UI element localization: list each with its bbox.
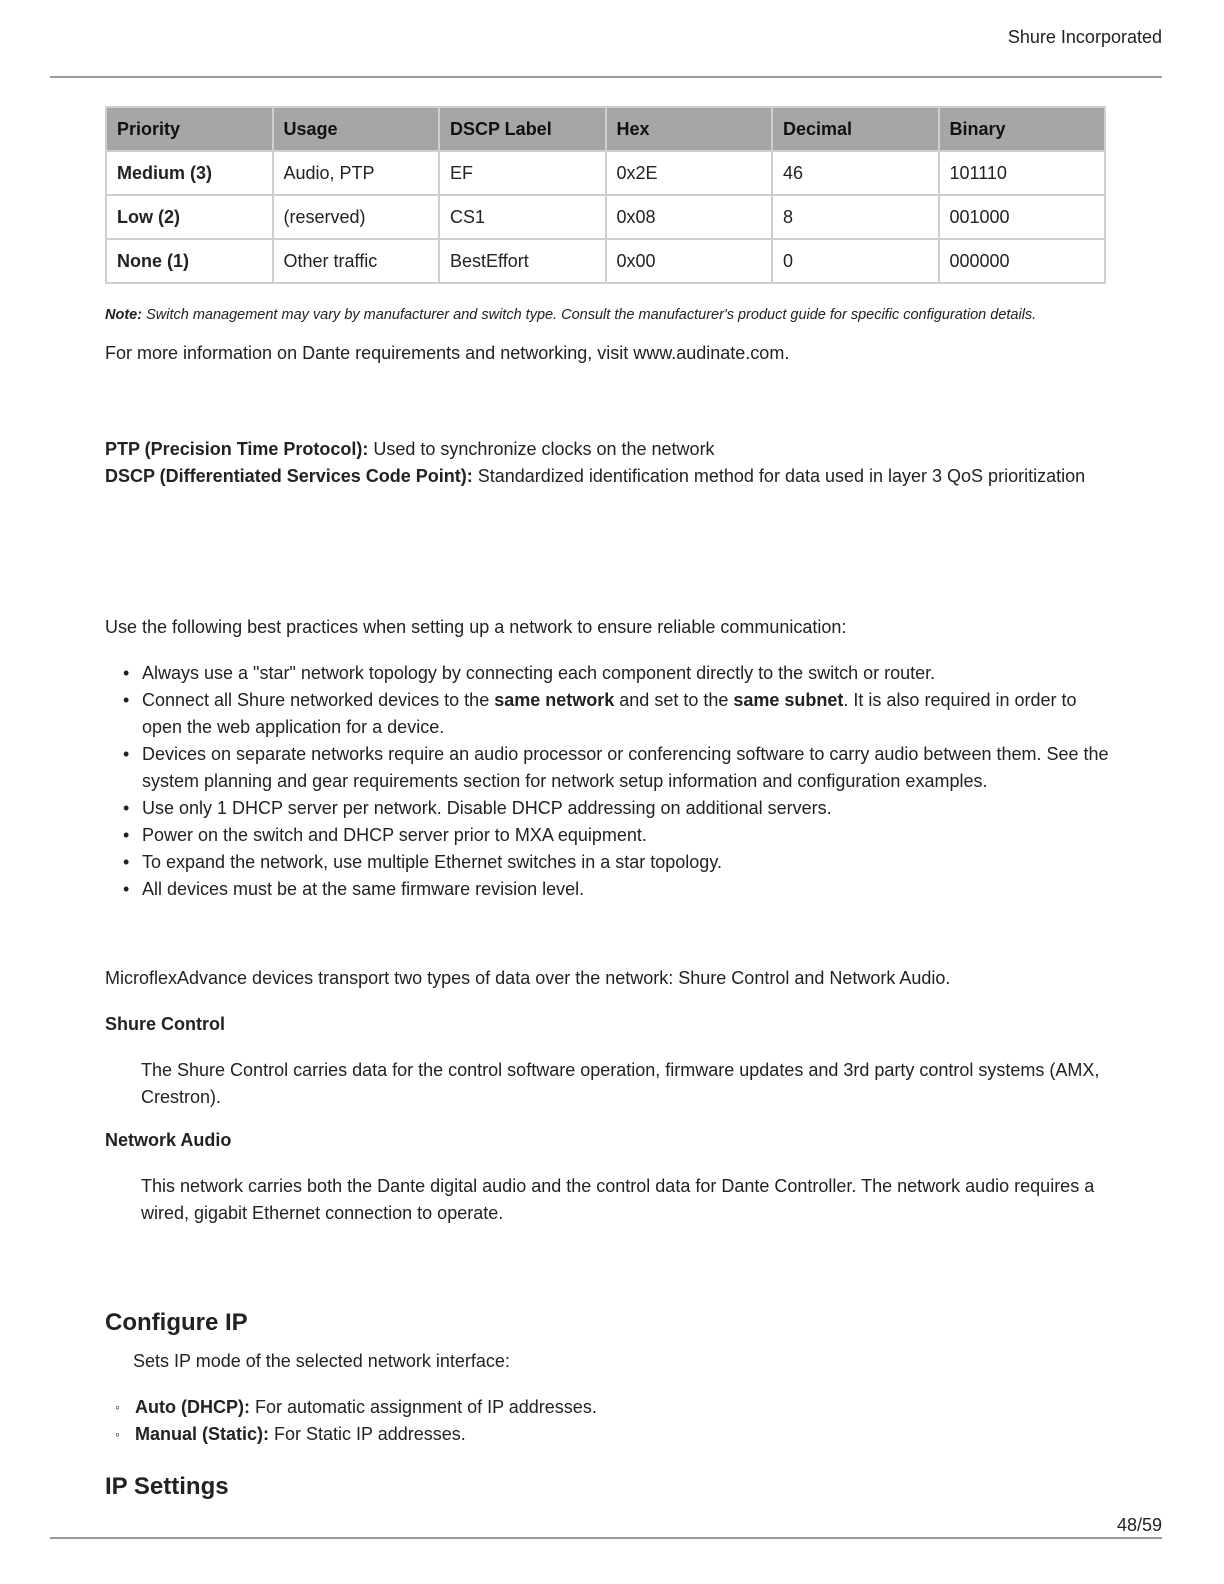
header-company-name: Shure Incorporated bbox=[1007, 27, 1162, 47]
header-divider bbox=[50, 76, 1162, 78]
col-header-priority: Priority bbox=[106, 107, 273, 151]
list-item bbox=[105, 822, 1115, 849]
list-item-text: Always use a "star" network topology by connecting each component directly to the switch or router. bbox=[142, 663, 936, 683]
list-item bbox=[105, 1394, 597, 1421]
table-cell: 0x00 bbox=[606, 239, 773, 283]
network-audio-text: This network carries both the Dante digital audio and the control data for Dante Controller. The network audio requires a wired, gigabit Ethernet connection to operate. bbox=[141, 1176, 1095, 1223]
dscp-priority-table bbox=[105, 106, 1106, 284]
definition-term: PTP (Precision Time Protocol): bbox=[105, 439, 369, 459]
page-number: 48/59 bbox=[1116, 1515, 1162, 1535]
ip-mode-term: Manual (Static): bbox=[135, 1424, 270, 1444]
footer-divider bbox=[50, 1537, 1162, 1539]
table-row bbox=[106, 239, 1105, 283]
emphasis-same-network: same network bbox=[494, 690, 615, 710]
best-practices-intro: Use the following best practices when setting up a network to ensure reliable communication: bbox=[105, 617, 847, 637]
list-item bbox=[105, 849, 1115, 876]
definition-desc: Standardized identification method for data used in layer 3 QoS prioritization bbox=[472, 466, 1086, 486]
bullet-icon: • bbox=[123, 663, 130, 683]
bullet-icon: • bbox=[123, 825, 130, 845]
bullet-icon: • bbox=[123, 798, 130, 818]
list-item-text: Connect all Shure networked devices to the bbox=[142, 690, 495, 710]
ip-mode-term: Auto (DHCP): bbox=[135, 1397, 250, 1417]
table-cell: BestEffort bbox=[439, 239, 606, 283]
definition-ptp bbox=[105, 436, 1085, 463]
list-item-text: Use only 1 DHCP server per network. Disable DHCP addressing on additional servers. bbox=[142, 798, 832, 818]
note-text: Switch management may vary by manufacturer and switch type. Consult the manufacturer's product guide for specific configuration details. bbox=[142, 307, 1037, 323]
list-item bbox=[105, 660, 1115, 687]
col-header-dscp-label: DSCP Label bbox=[439, 107, 606, 151]
col-header-hex: Hex bbox=[606, 107, 773, 151]
col-header-usage: Usage bbox=[273, 107, 440, 151]
ip-settings-heading: IP Settings bbox=[105, 1473, 229, 1500]
table-cell: Audio, PTP bbox=[273, 151, 440, 195]
list-item-text: To expand the network, use multiple Ethernet switches in a star topology. bbox=[142, 852, 722, 872]
circle-bullet-icon: ◦ bbox=[115, 1426, 120, 1442]
table-cell: Other traffic bbox=[273, 239, 440, 283]
col-header-decimal: Decimal bbox=[772, 107, 939, 151]
table-cell: 0x08 bbox=[606, 195, 773, 239]
table-cell: 8 bbox=[772, 195, 939, 239]
list-item-text: Devices on separate networks require an audio processor or conferencing software to carry audio between them. See the system planning and gear requirements section for network setup information and configuration examples. bbox=[142, 744, 1109, 791]
table-cell: None (1) bbox=[106, 239, 273, 283]
definition-term: DSCP (Differentiated Services Code Point): bbox=[105, 466, 473, 486]
switch-management-note bbox=[105, 307, 1036, 323]
definitions bbox=[105, 436, 1085, 490]
table-header-row bbox=[106, 107, 1105, 151]
network-audio-heading: Network Audio bbox=[105, 1130, 232, 1150]
bullet-icon: • bbox=[123, 744, 130, 764]
shure-control-heading: Shure Control bbox=[105, 1014, 225, 1034]
table-cell: 0 bbox=[772, 239, 939, 283]
table-cell: (reserved) bbox=[273, 195, 440, 239]
table-cell: Medium (3) bbox=[106, 151, 273, 195]
configure-ip-intro: Sets IP mode of the selected network interface: bbox=[133, 1351, 510, 1371]
list-item-text: All devices must be at the same firmware revision level. bbox=[142, 879, 585, 899]
table-cell: 000000 bbox=[939, 239, 1106, 283]
list-item bbox=[105, 795, 1115, 822]
table-cell: 101110 bbox=[939, 151, 1106, 195]
list-item bbox=[105, 741, 1115, 795]
list-item bbox=[105, 1421, 597, 1448]
list-item-text: and set to the bbox=[614, 690, 734, 710]
emphasis-same-subnet: same subnet bbox=[733, 690, 844, 710]
bullet-icon: • bbox=[123, 690, 130, 710]
table-cell: 001000 bbox=[939, 195, 1106, 239]
list-item bbox=[105, 687, 1115, 741]
bullet-icon: • bbox=[123, 879, 130, 899]
col-header-binary: Binary bbox=[939, 107, 1106, 151]
list-item bbox=[105, 876, 1115, 903]
more-info-text: For more information on Dante requirements and networking, visit www.audinate.com. bbox=[105, 343, 790, 363]
best-practices-list bbox=[105, 660, 1115, 903]
table-cell: 46 bbox=[772, 151, 939, 195]
data-types-intro: MicroflexAdvance devices transport two types of data over the network: Shure Control and Network Audio. bbox=[105, 968, 951, 988]
list-item-text: . It is also required in order to open the web application for a device. bbox=[142, 690, 1077, 737]
table-cell: CS1 bbox=[439, 195, 606, 239]
table-cell: EF bbox=[439, 151, 606, 195]
list-item-text: Power on the switch and DHCP server prior to MXA equipment. bbox=[142, 825, 647, 845]
circle-bullet-icon: ◦ bbox=[115, 1399, 120, 1415]
definition-desc: Used to synchronize clocks on the network bbox=[368, 439, 715, 459]
bullet-icon: • bbox=[123, 852, 130, 872]
ip-mode-desc: For Static IP addresses. bbox=[269, 1424, 466, 1444]
table-cell: 0x2E bbox=[606, 151, 773, 195]
configure-ip-heading: Configure IP bbox=[105, 1309, 248, 1336]
ip-mode-list bbox=[105, 1394, 597, 1448]
definition-dscp bbox=[105, 463, 1085, 490]
note-label: Note: bbox=[105, 307, 143, 323]
shure-control-text: The Shure Control carries data for the control software operation, firmware updates and 3rd party control systems (AMX, Crestron). bbox=[141, 1060, 1100, 1107]
ip-mode-desc: For automatic assignment of IP addresses. bbox=[249, 1397, 597, 1417]
table-cell: Low (2) bbox=[106, 195, 273, 239]
table-row bbox=[106, 195, 1105, 239]
table-row bbox=[106, 151, 1105, 195]
